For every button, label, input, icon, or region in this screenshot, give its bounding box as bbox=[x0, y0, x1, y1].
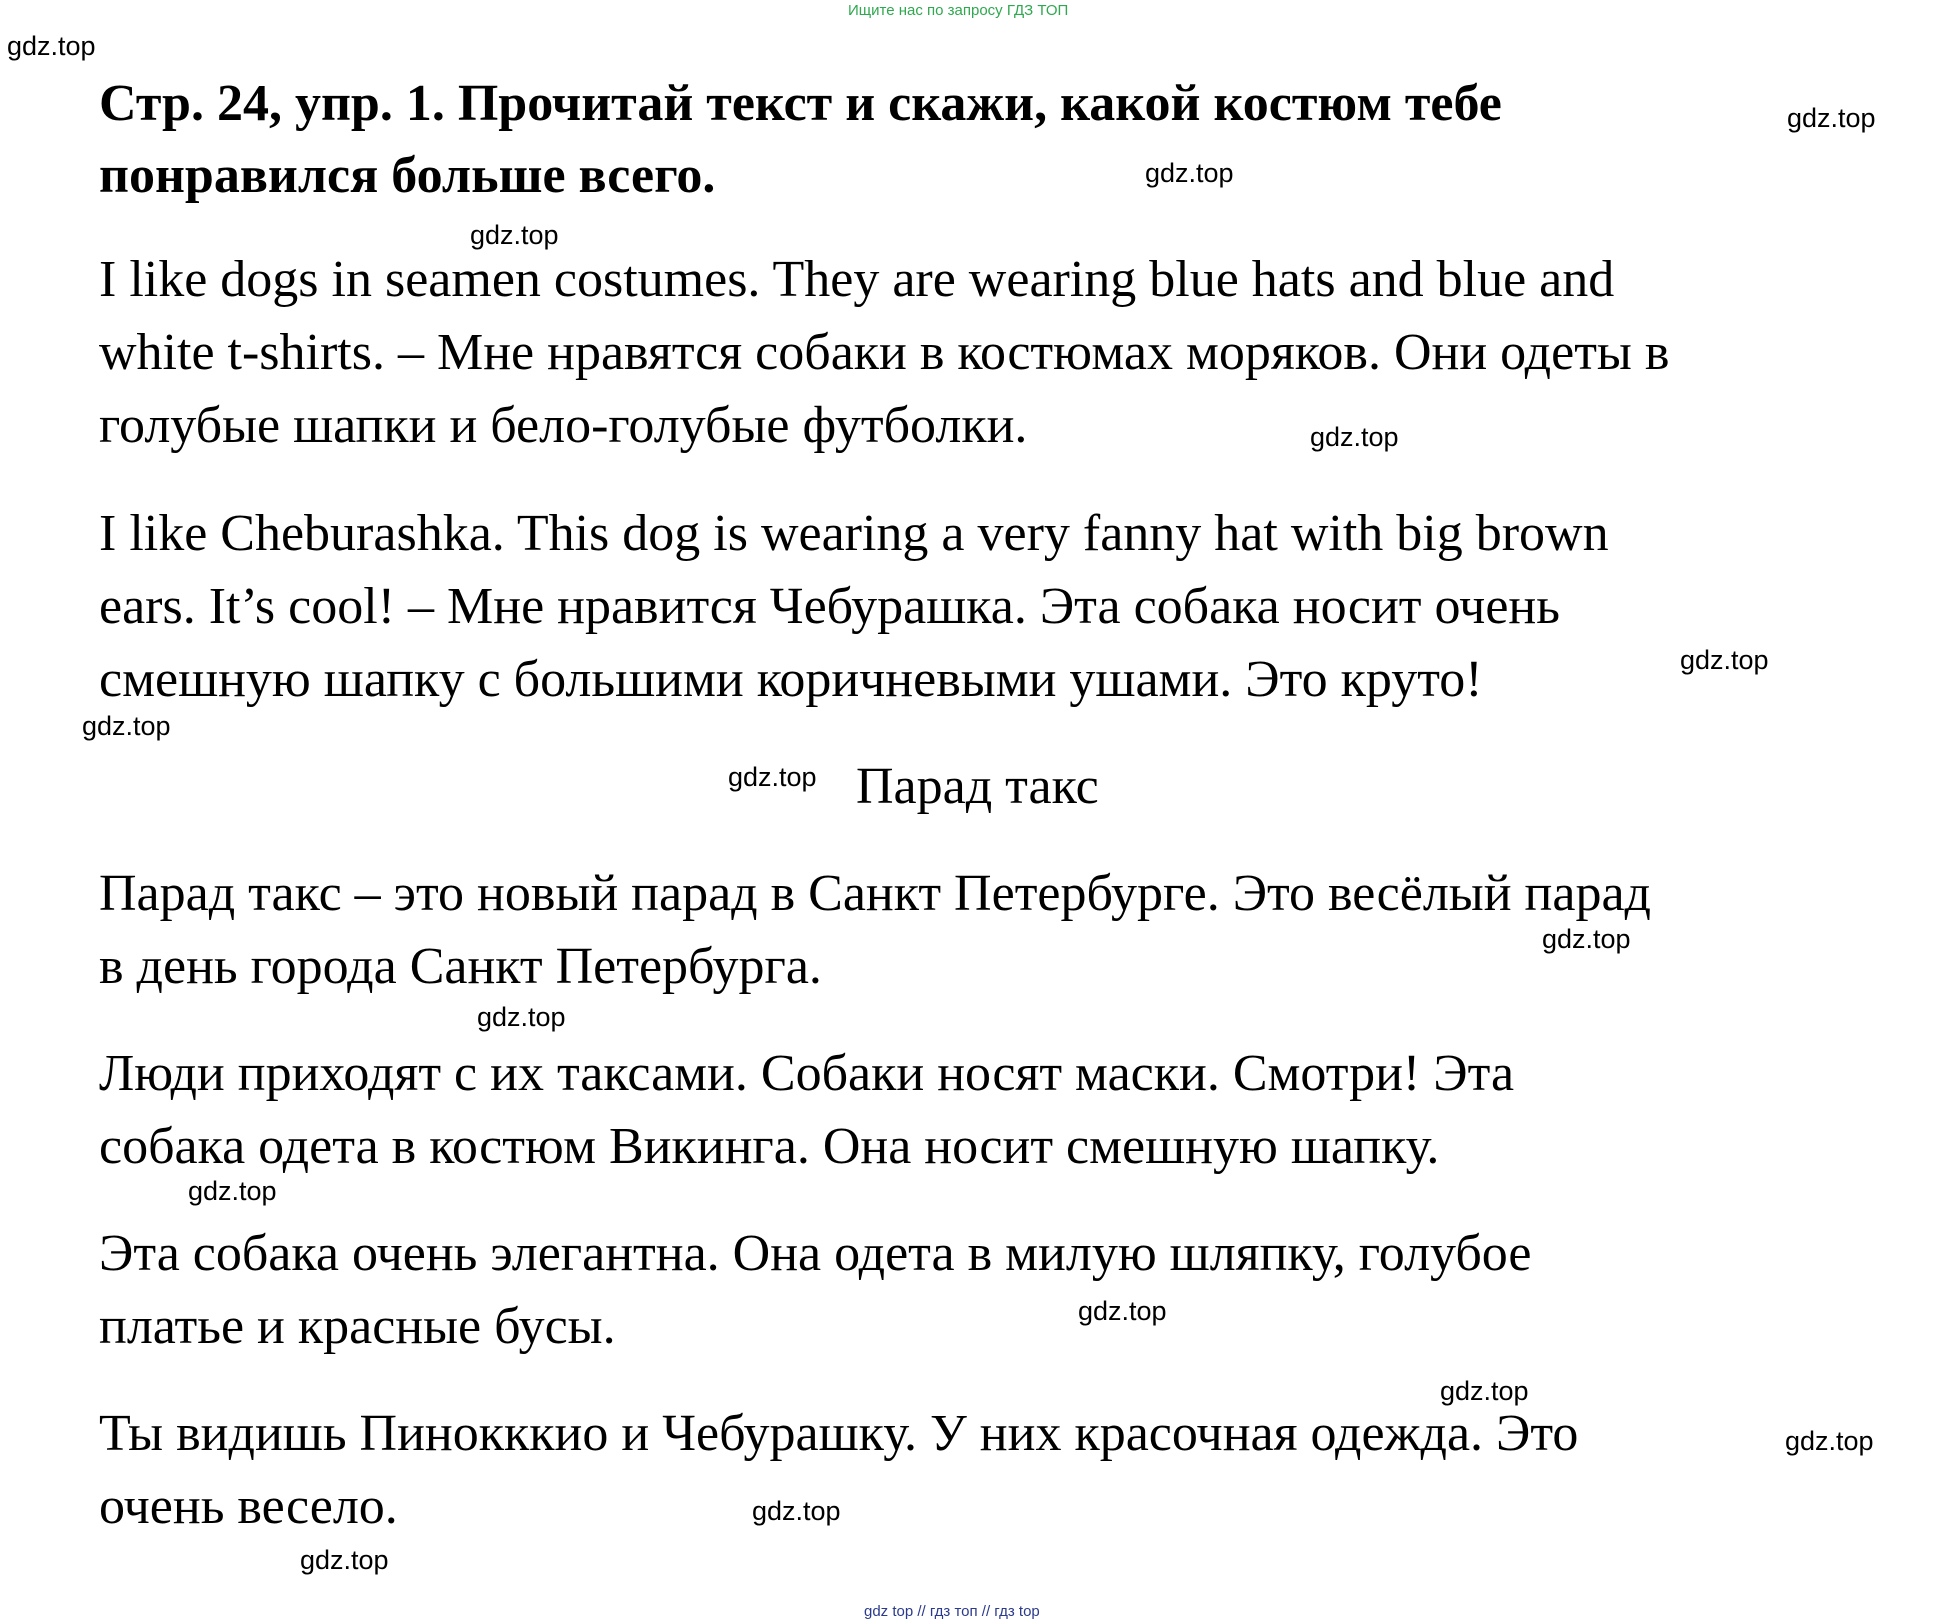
paragraph-1-line-2: white t-shirts. – Мне нравятся собаки в костюмах моряков. Они одеты в bbox=[99, 324, 1670, 381]
watermark: gdz.top bbox=[1310, 422, 1399, 452]
paragraph-3-line-2: в день города Санкт Петербурга. bbox=[99, 938, 822, 995]
watermark: gdz.top bbox=[7, 31, 96, 61]
watermark: gdz.top bbox=[752, 1496, 841, 1526]
paragraph-3-line-1: Парад такс – это новый парад в Санкт Петербурге. Это весёлый парад bbox=[99, 865, 1652, 922]
exercise-title-line-2: понравился больше всего. bbox=[99, 147, 716, 204]
watermark: gdz.top bbox=[1542, 924, 1631, 954]
paragraph-2-line-2: ears. It’s cool! – Мне нравится Чебурашка. Эта собака носит очень bbox=[99, 578, 1560, 635]
watermark: gdz.top bbox=[300, 1545, 389, 1575]
watermark: gdz.top bbox=[1785, 1426, 1874, 1456]
watermark: gdz.top bbox=[188, 1176, 277, 1206]
watermark: gdz.top bbox=[82, 711, 171, 741]
watermark: gdz.top bbox=[1440, 1376, 1529, 1406]
watermark: gdz.top bbox=[470, 220, 559, 250]
watermark: gdz.top bbox=[1145, 158, 1234, 188]
watermark: gdz.top bbox=[728, 762, 817, 792]
paragraph-1-line-3: голубые шапки и бело-голубые футболки. bbox=[99, 397, 1028, 454]
paragraph-4-line-2: собака одета в костюм Викинга. Она носит смешную шапку. bbox=[99, 1118, 1440, 1175]
paragraph-6-line-2: очень весело. bbox=[99, 1478, 398, 1535]
watermark: gdz.top bbox=[477, 1002, 566, 1032]
watermark: gdz.top bbox=[1787, 103, 1876, 133]
paragraph-5-line-1: Эта собака очень элегантна. Она одета в милую шляпку, голубое bbox=[99, 1225, 1532, 1282]
paragraph-2-line-3: смешную шапку с большими коричневыми ушами. Это круто! bbox=[99, 651, 1483, 708]
paragraph-2-line-1: I like Cheburashka. This dog is wearing a very fanny hat with big brown bbox=[99, 505, 1609, 562]
watermark: gdz.top bbox=[1680, 645, 1769, 675]
paragraph-5-line-2: платье и красные бусы. bbox=[99, 1298, 616, 1355]
search-banner: Ищите нас по запросу ГДЗ ТОП bbox=[848, 2, 1069, 19]
paragraph-6-line-1: Ты видишь Пинокккио и Чебурашку. У них красочная одежда. Это bbox=[99, 1405, 1579, 1462]
footer-watermark: gdz top // гдз топ // гдз top bbox=[864, 1603, 1040, 1620]
section-heading: Парад такс bbox=[856, 758, 1099, 815]
exercise-title-line-1: Стр. 24, упр. 1. Прочитай текст и скажи, какой костюм тебе bbox=[99, 75, 1502, 132]
watermark: gdz.top bbox=[1078, 1296, 1167, 1326]
paragraph-1-line-1: I like dogs in seamen costumes. They are wearing blue hats and blue and bbox=[99, 251, 1615, 308]
paragraph-4-line-1: Люди приходят с их таксами. Собаки носят маски. Смотри! Эта bbox=[99, 1045, 1515, 1102]
